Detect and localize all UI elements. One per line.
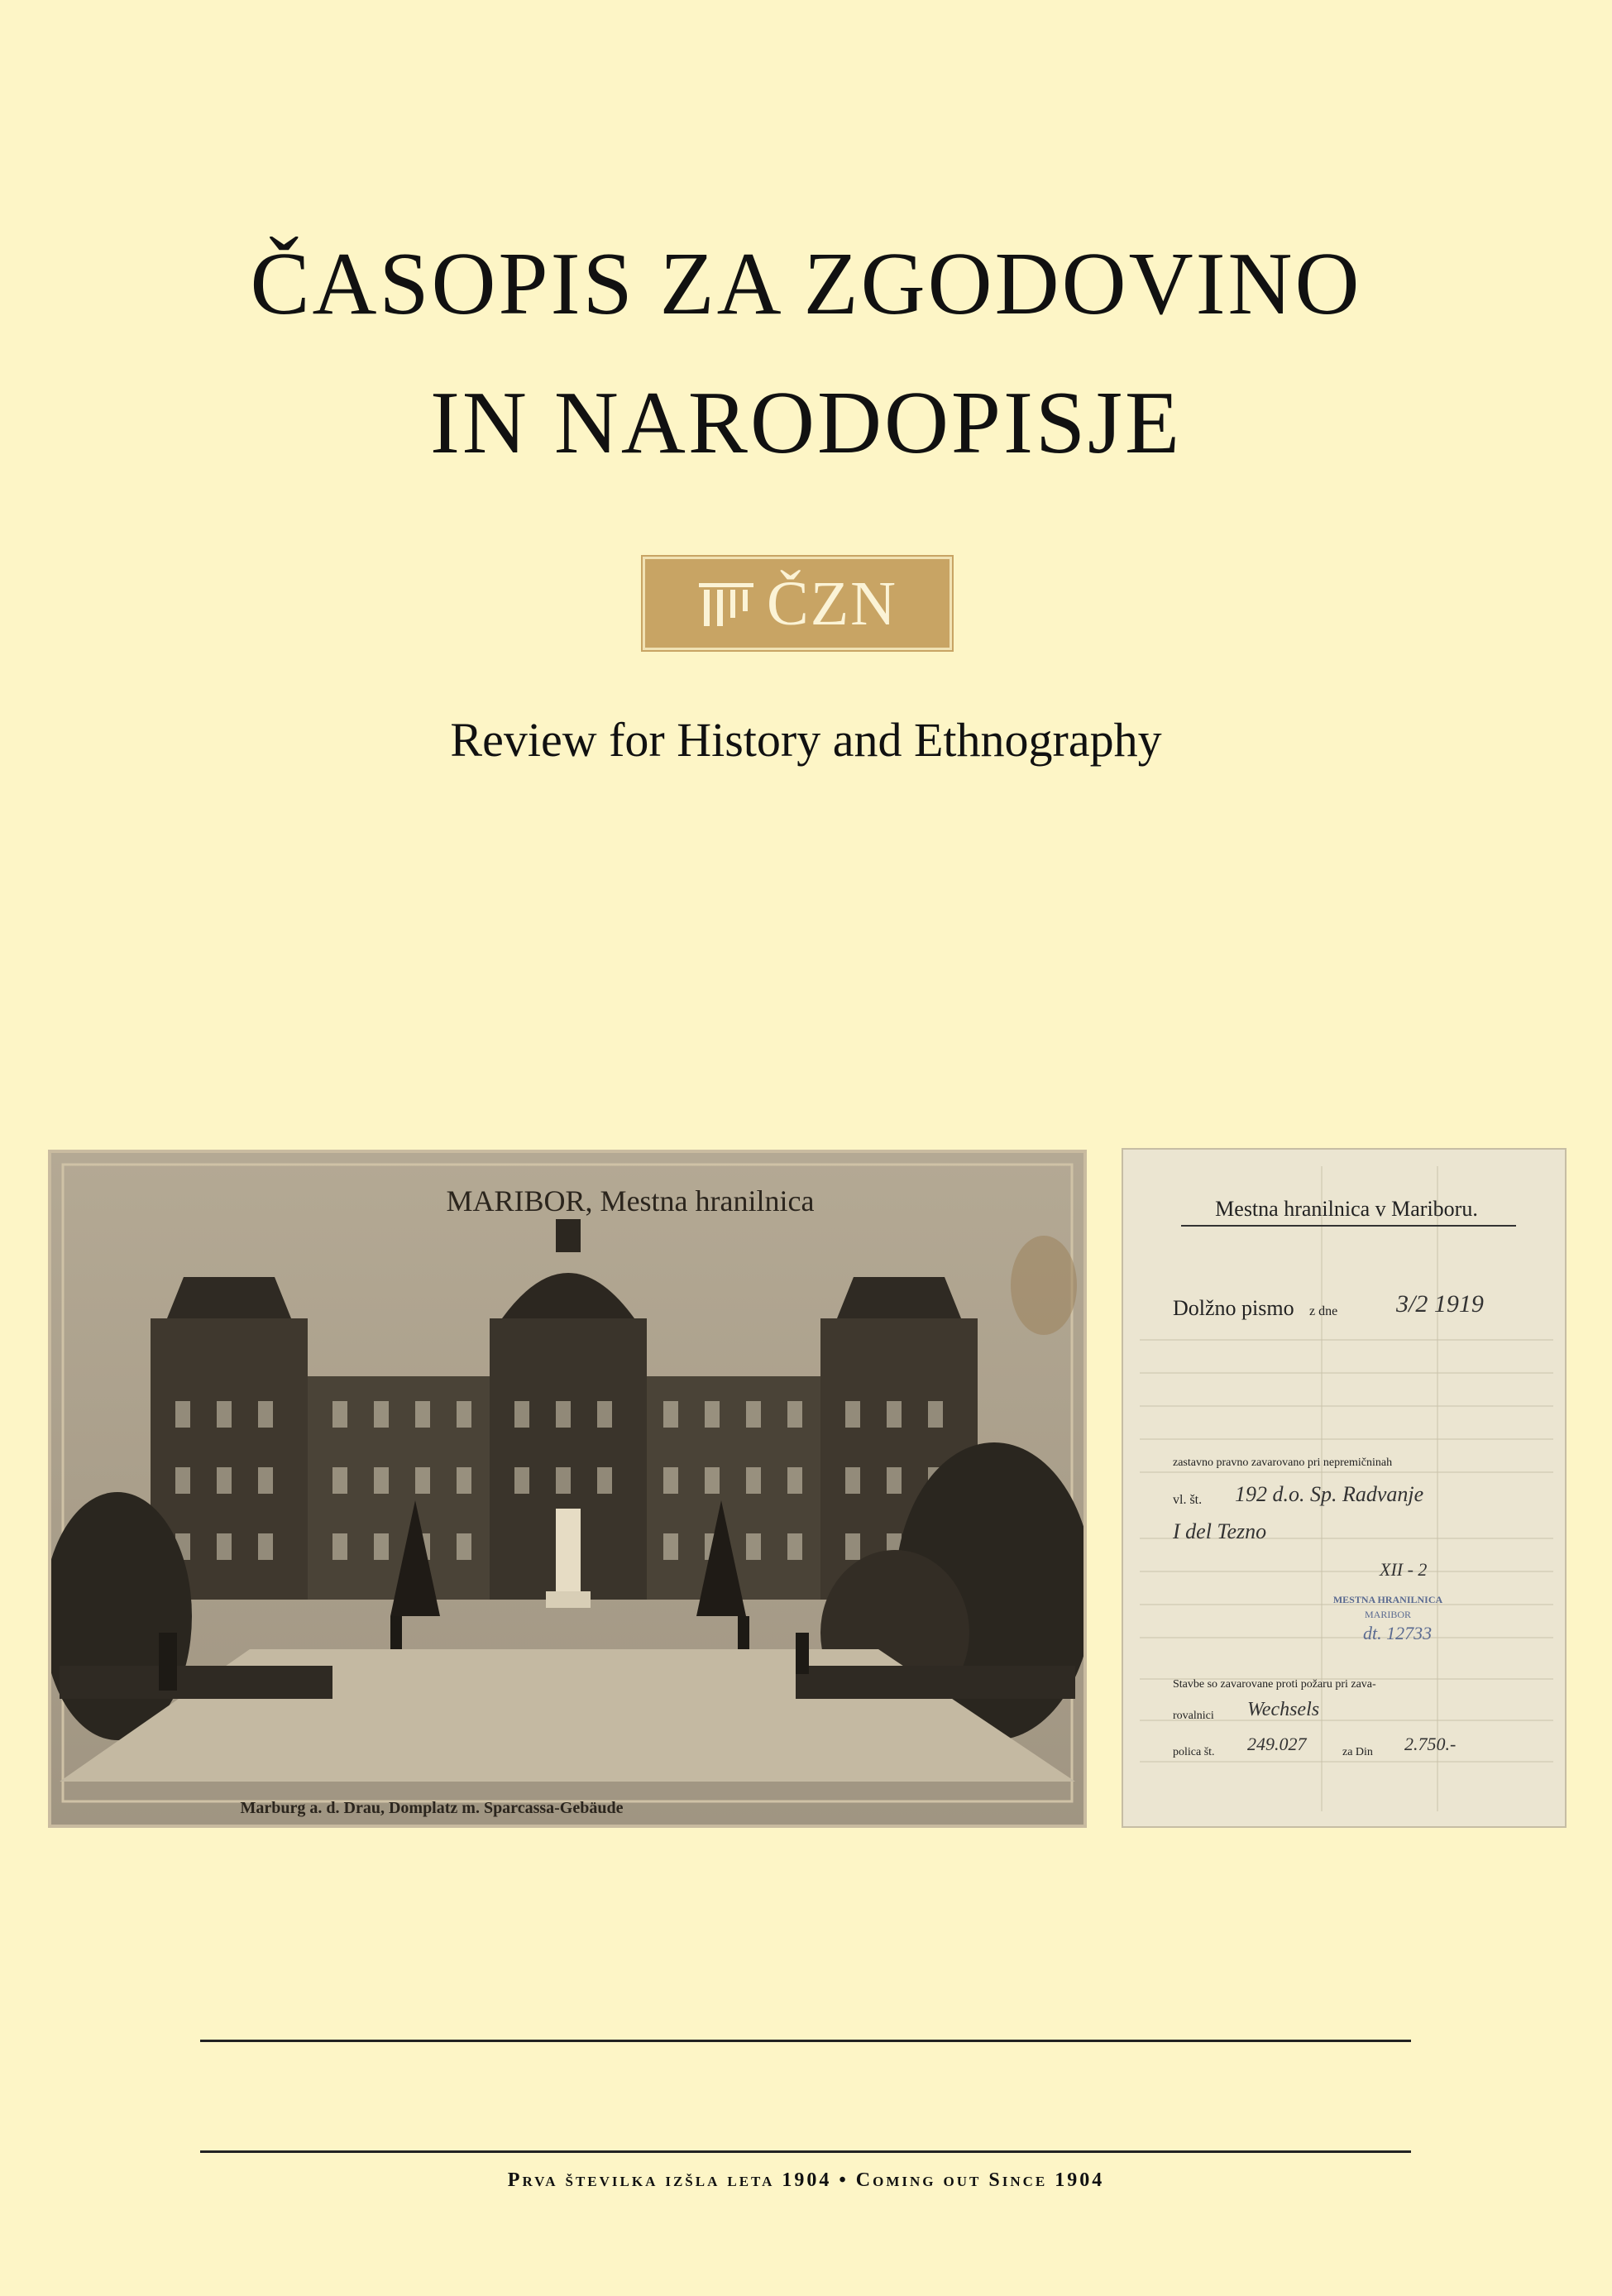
doc-line3-handwriting: 192 d.o. Sp. Radvanje: [1235, 1482, 1424, 1506]
postcard-illustration: [51, 1153, 1083, 1825]
doc-line7-label: rovalnici: [1173, 1710, 1214, 1722]
doc-stamp-line2: MARIBOR: [1364, 1609, 1412, 1620]
doc-stamp: [1333, 1594, 1443, 1643]
postcard-caption-bottom: Marburg a. d. Drau, Domplatz m. Sparcassa-Gebäude: [240, 1799, 624, 1817]
doc-line6: Stavbe so zavarovane proti požaru pri zava-: [1173, 1678, 1376, 1691]
doc-line3-label: vl. št.: [1173, 1493, 1203, 1507]
footer-text: Prva številka izšla leta 1904 • Coming out Since 1904: [507, 2169, 1105, 2191]
doc-line1-handwriting: 3/2 1919: [1396, 1290, 1484, 1318]
doc-stamp-line1: MESTNA HRANILNICA: [1332, 1594, 1443, 1605]
divider-bottom: [200, 2150, 1411, 2153]
doc-line8-handwriting-2: 2.750.-: [1404, 1734, 1457, 1754]
doc-stamp-handwriting: dt. 12733: [1363, 1623, 1433, 1643]
logo-text: ČZN: [767, 568, 897, 639]
archival-document-image: [1122, 1148, 1567, 1828]
divider-top: [200, 2040, 1411, 2042]
columns-logo-icon: [697, 580, 755, 628]
title-line-2: IN NARODOPISJE: [429, 374, 1183, 472]
doc-line7-handwriting: Wechsels: [1247, 1699, 1320, 1720]
doc-line1-label: Dolžno pismo: [1173, 1296, 1294, 1320]
doc-line4-handwriting: I del Tezno: [1173, 1519, 1267, 1543]
doc-line8-label: polica št.: [1173, 1746, 1215, 1758]
doc-line5-handwriting: XII - 2: [1380, 1559, 1428, 1580]
postcard-image: [48, 1150, 1087, 1828]
doc-header: Mestna hranilnica v Mariboru.: [1215, 1197, 1478, 1221]
doc-line8-mid: za Din: [1342, 1746, 1373, 1758]
doc-line2: zastavno pravno zavarovano pri nepremičninah: [1173, 1457, 1393, 1469]
document-illustration: [1123, 1150, 1565, 1826]
doc-line1-small: z dne: [1309, 1304, 1338, 1318]
journal-logo: [643, 557, 952, 650]
title-line-1: ČASOPIS ZA ZGODOVINO: [250, 235, 1362, 333]
subtitle: Review for History and Ethnography: [450, 713, 1162, 767]
postcard-caption-top: MARIBOR, Mestna hranilnica: [446, 1184, 815, 1217]
doc-line8-handwriting: 249.027: [1247, 1734, 1307, 1754]
